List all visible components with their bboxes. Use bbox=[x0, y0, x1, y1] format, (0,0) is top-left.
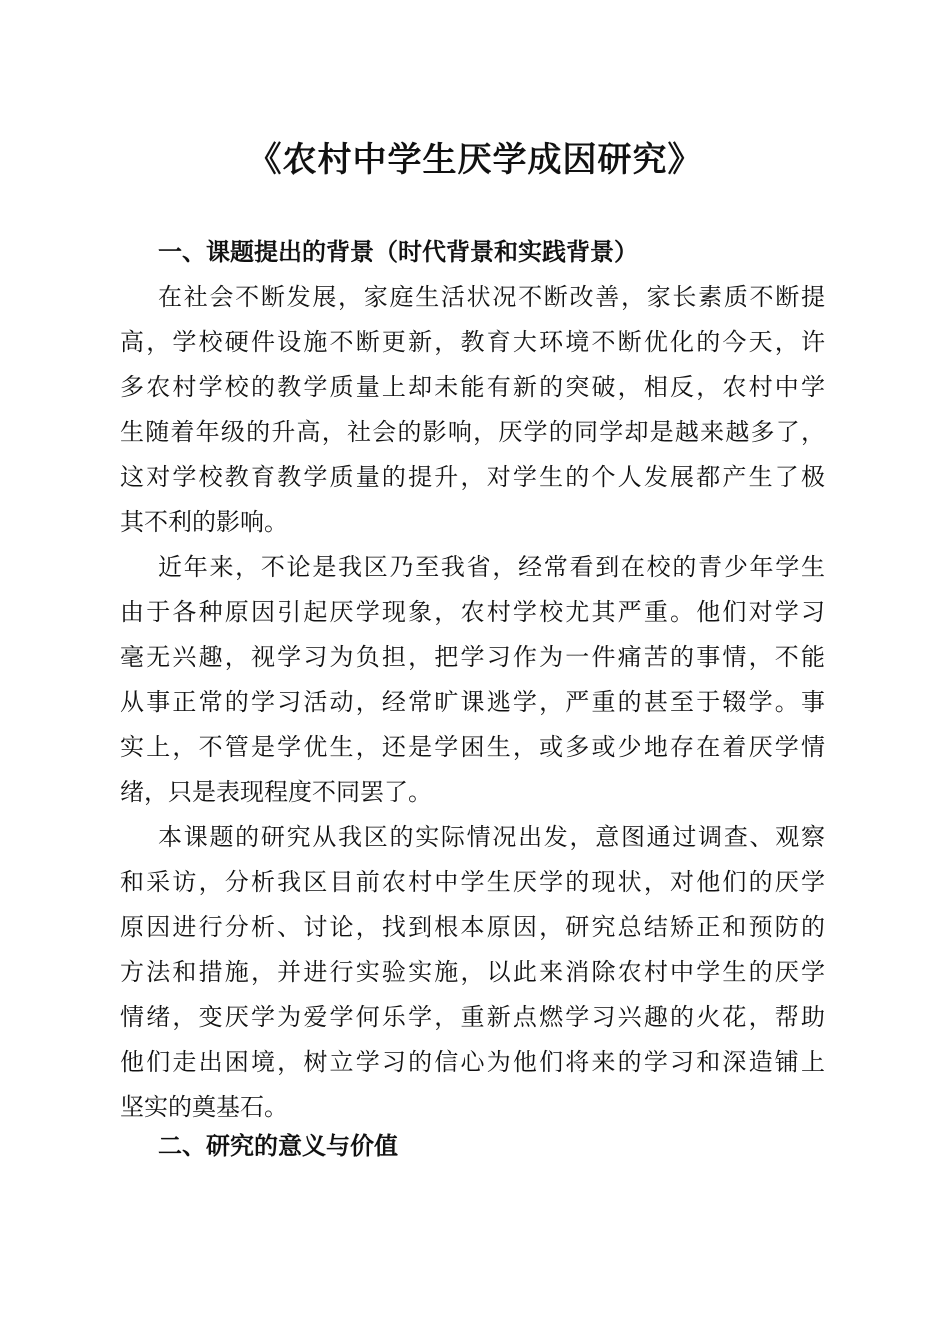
paragraph-line: 高，学校硬件设施不断更新，教育大环境不断优化的今天，许 bbox=[120, 328, 825, 356]
paragraph-line: 由于各种原因引起厌学现象，农村学校尤其严重。他们对学习 bbox=[120, 598, 825, 626]
paragraph-line: 方法和措施，并进行实验实施，以此来消除农村中学生的厌学 bbox=[120, 958, 825, 986]
paragraph-line: 生随着年级的升高，社会的影响，厌学的同学却是越来越多了， bbox=[120, 418, 825, 446]
paragraph-line: 从事正常的学习活动，经常旷课逃学，严重的甚至于辍学。事 bbox=[120, 688, 825, 716]
paragraph-line: 近年来，不论是我区乃至我省，经常看到在校的青少年学生 bbox=[158, 553, 825, 581]
paragraph-line: 多农村学校的教学质量上却未能有新的突破，相反，农村中学 bbox=[120, 373, 825, 401]
document-title: 《农村中学生厌学成因研究》 bbox=[247, 140, 703, 180]
paragraph-line: 实上，不管是学优生，还是学困生，或多或少地存在着厌学情 bbox=[120, 733, 825, 761]
paragraph-line: 和采访，分析我区目前农村中学生厌学的现状，对他们的厌学 bbox=[120, 868, 825, 896]
paragraph-line: 坚实的奠基石。 bbox=[120, 1093, 288, 1121]
paragraph-line: 原因进行分析、讨论，找到根本原因，研究总结矫正和预防的 bbox=[120, 913, 825, 941]
paragraph-line: 绪，只是表现程度不同罢了。 bbox=[120, 778, 432, 806]
paragraph-line: 情绪，变厌学为爱学何乐学，重新点燃学习兴趣的火花，帮助 bbox=[120, 1003, 825, 1031]
section-2-heading: 二、研究的意义与价值 bbox=[158, 1131, 398, 1160]
paragraph-line: 这对学校教育教学质量的提升，对学生的个人发展都产生了极 bbox=[120, 463, 825, 491]
paragraph-line: 本课题的研究从我区的实际情况出发，意图通过调查、观察 bbox=[158, 823, 825, 851]
paragraph-line: 毫无兴趣，视学习为负担，把学习作为一件痛苦的事情，不能 bbox=[120, 643, 825, 671]
paragraph-line: 在社会不断发展，家庭生活状况不断改善，家长素质不断提 bbox=[158, 283, 825, 311]
section-1-heading: 一、课题提出的背景（时代背景和实践背景） bbox=[158, 237, 638, 266]
paragraph-line: 他们走出困境，树立学习的信心为他们将来的学习和深造铺上 bbox=[120, 1048, 825, 1076]
paragraph-line: 其不利的影响。 bbox=[120, 508, 288, 536]
